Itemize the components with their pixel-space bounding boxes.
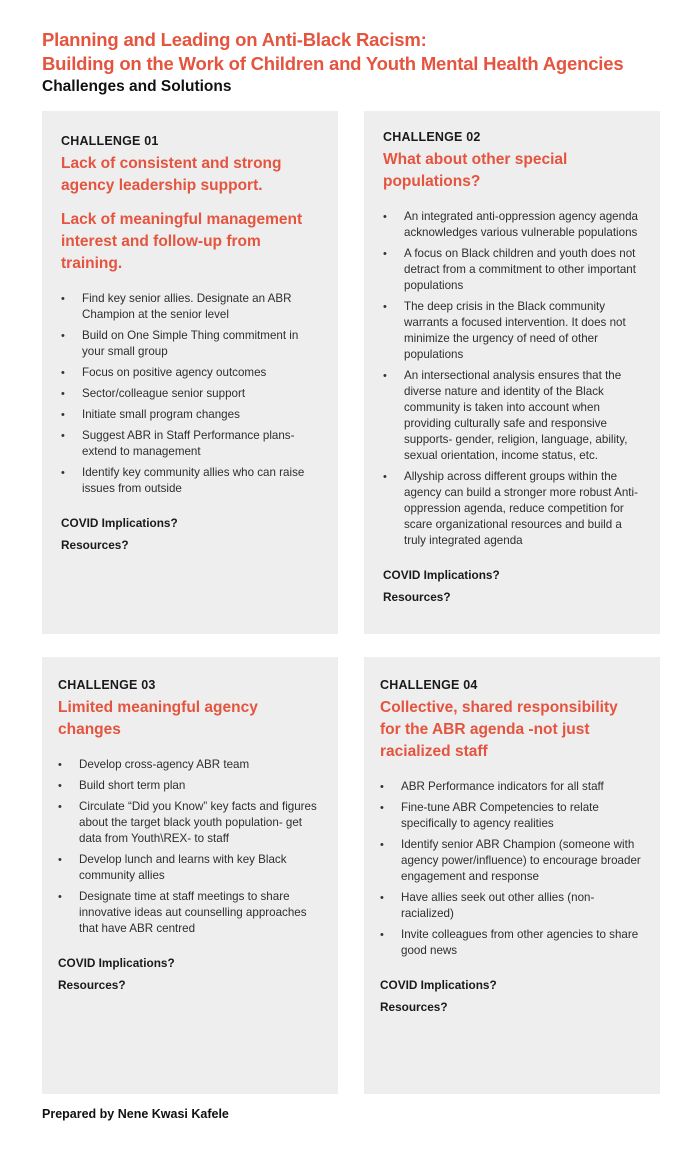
challenge-label: CHALLENGE 03 (58, 678, 156, 692)
bullet-icon: • (380, 781, 384, 793)
bullet-icon: • (61, 409, 65, 421)
list-item: • Invite colleagues from other agencies to share good news (380, 928, 639, 957)
list-item: • Allyship across different groups within the agency can build a stronger more robust Anti-oppression agenda, reduce competition for scare organizational resources and build a truly integrated agenda (383, 470, 638, 547)
resources-label: Resources? (61, 538, 129, 552)
list-item: • ABR Performance indicators for all staff (380, 780, 604, 793)
challenge-heading-secondary: Lack of meaningful management interest and follow-up from training. (61, 211, 303, 272)
covid-implications: COVID Implications? (61, 516, 178, 530)
list-item: • Develop lunch and learns with key Black community allies (58, 853, 287, 882)
solutions-list (58, 757, 324, 937)
list-item: • A focus on Black children and youth does not detract from a commitment to other important populations (383, 247, 636, 292)
list-item: • The deep crisis in the Black community warrants a focused intervention. It does not minimize the urgency of need of other populations (383, 300, 626, 361)
bullet-icon: • (383, 248, 387, 260)
challenge-03-panel (42, 657, 338, 1094)
list-item: • An intersectional analysis ensures that the diverse nature and identity of the Black community is taken into account when providing culturally safe and responsive supports- gender, religion, language, ability, sexual orientation, income status, etc. (383, 369, 628, 462)
bullet-icon: • (383, 471, 387, 483)
challenge-heading: What about other special populations? (383, 151, 568, 190)
bullet-icon: • (380, 892, 384, 904)
list-item: • Identify key community allies who can raise issues from outside (61, 466, 305, 495)
list-item: • Circulate “Did you Know” key facts and figures about the target black youth population- get data from Youth\REX- to staff (58, 800, 317, 845)
challenge-label: CHALLENGE 01 (61, 134, 159, 148)
bullet-icon: • (58, 780, 62, 792)
bullet-icon: • (58, 801, 62, 813)
bullet-icon: • (383, 211, 387, 223)
resources-label: Resources? (380, 1000, 448, 1014)
covid-implications: COVID Implications? (383, 568, 500, 582)
bullet-icon: • (58, 891, 62, 903)
list-item: • Initiate small program changes (61, 408, 240, 421)
solutions-list (61, 291, 320, 497)
bullet-icon: • (61, 430, 65, 442)
challenge-02-panel (364, 111, 660, 634)
bullet-icon: • (61, 467, 65, 479)
resources-label: Resources? (58, 978, 126, 992)
solutions-list (380, 779, 646, 959)
covid-implications: COVID Implications? (380, 978, 497, 992)
solutions-list (383, 209, 646, 549)
title-line-1: Planning and Leading on Anti-Black Racism: (42, 29, 427, 50)
challenge-heading: Limited meaningful agency changes (58, 699, 258, 738)
list-item: • Fine-tune ABR Competencies to relate specifically to agency realities (380, 801, 599, 830)
bullet-icon: • (380, 802, 384, 814)
subtitle: Challenges and Solutions (42, 78, 232, 95)
document-header (42, 28, 682, 97)
bullet-icon: • (61, 293, 65, 305)
prepared-by: Prepared by Nene Kwasi Kafele (42, 1107, 229, 1121)
bullet-icon: • (61, 388, 65, 400)
challenge-heading: Lack of consistent and strong agency leadership support. (61, 155, 282, 194)
challenge-04-panel (364, 657, 660, 1094)
bullet-icon: • (61, 367, 65, 379)
list-item: • Find key senior allies. Designate an ABR Champion at the senior level (61, 292, 292, 321)
bullet-icon: • (61, 330, 65, 342)
covid-implications: COVID Implications? (58, 956, 175, 970)
challenge-label: CHALLENGE 04 (380, 678, 478, 692)
list-item: • Suggest ABR in Staff Performance plans- extend to management (61, 429, 295, 458)
list-item: • An integrated anti-oppression agency agenda acknowledges various vulnerable populations (383, 210, 638, 239)
challenge-01-panel (42, 111, 338, 634)
list-item: • Sector/colleague senior support (61, 387, 246, 400)
bullet-icon: • (58, 759, 62, 771)
bullet-icon: • (383, 301, 387, 313)
bullet-icon: • (58, 854, 62, 866)
challenge-heading: Collective, shared responsibility for the ABR agenda -not just racialized staff (380, 699, 618, 760)
resources-label: Resources? (383, 590, 451, 604)
list-item: • Designate time at staff meetings to share innovative ideas aut counselling approaches that have ABR centred (58, 890, 307, 935)
list-item: • Build on One Simple Thing commitment in your small group (61, 329, 299, 358)
title-line-2: Building on the Work of Children and Youth Mental Health Agencies (42, 53, 624, 74)
list-item: • Identify senior ABR Champion (someone with agency power/influence) to encourage broader engagement and response (380, 838, 641, 883)
list-item: • Develop cross-agency ABR team (58, 758, 250, 771)
list-item: • Build short term plan (58, 779, 186, 792)
challenge-label: CHALLENGE 02 (383, 130, 481, 144)
bullet-icon: • (380, 929, 384, 941)
bullet-icon: • (383, 370, 387, 382)
list-item: • Focus on positive agency outcomes (61, 366, 267, 379)
bullet-icon: • (380, 839, 384, 851)
list-item: • Have allies seek out other allies (non-racialized) (380, 891, 595, 920)
